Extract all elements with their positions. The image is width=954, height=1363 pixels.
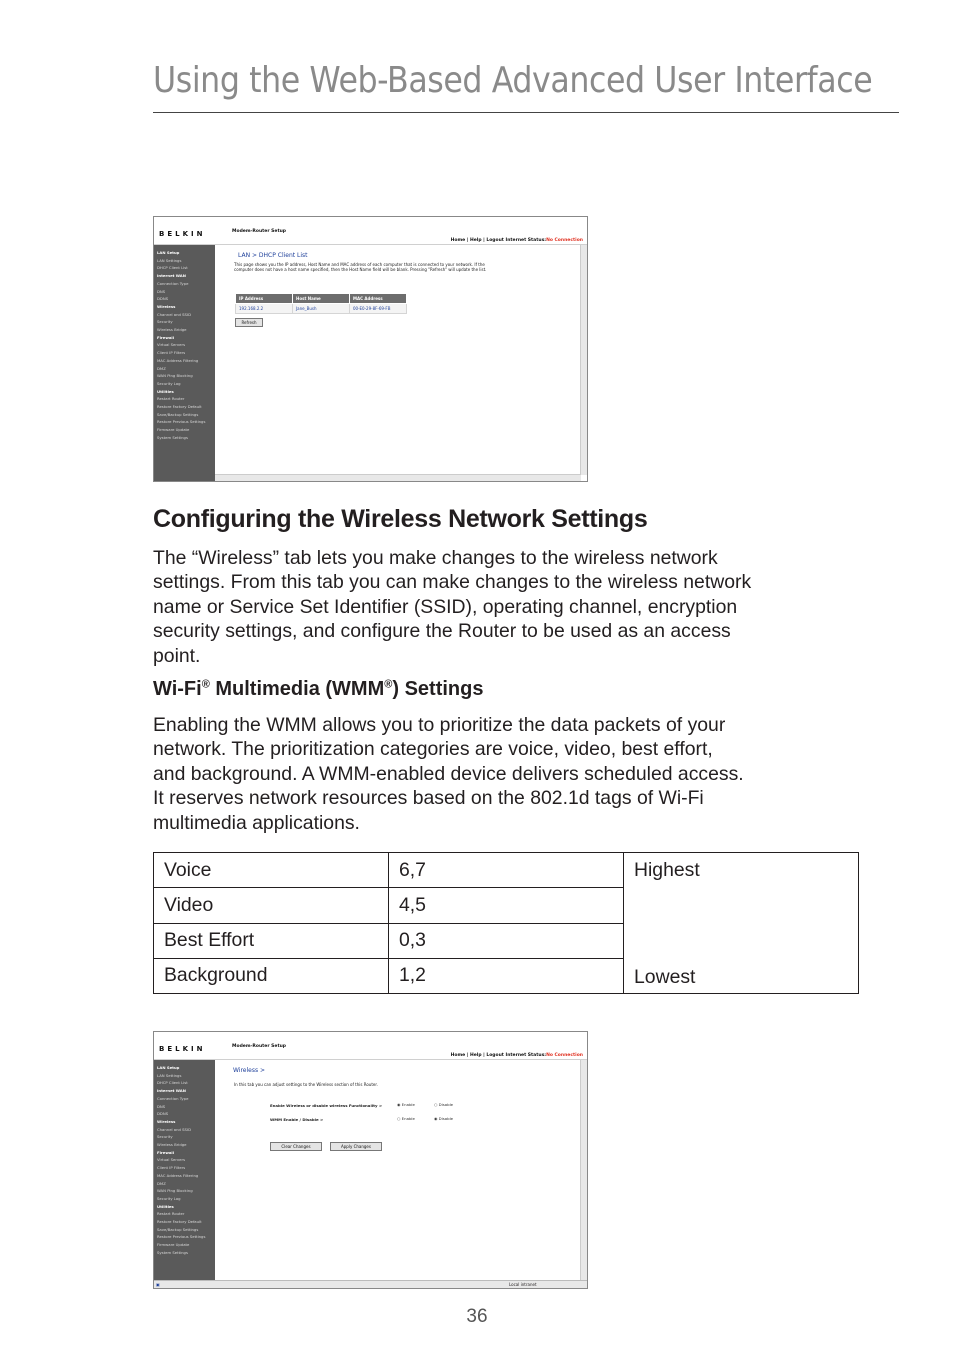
highest-label: Highest: [634, 859, 700, 881]
col-ip-address: IP Address: [236, 294, 293, 304]
wmm-enable-label: WMM Enable / Disable >: [270, 1117, 324, 1122]
col-mac-address: MAC Address: [350, 294, 407, 304]
sidebar-item[interactable]: Virtual Servers: [157, 342, 186, 348]
wireless-disable-radio[interactable]: ○ Disable: [434, 1102, 454, 1107]
sidebar-item[interactable]: DHCP Client List: [157, 265, 188, 271]
intro-paragraph: The “Wireless” tab lets you make changes to the wireless network settings. From this tab you can make changes to the wireless network name or Service Set Identifier (SSID), operating channel, encryption security settings, and configure the Router to be used as an access point.: [153, 547, 752, 667]
sidebar-item[interactable]: LAN Setup: [157, 1065, 180, 1070]
local-intranet-status: Local intranet: [509, 1282, 537, 1287]
sidebar-item[interactable]: Restore Factory Default: [157, 1219, 202, 1225]
top-links[interactable]: Home | Help | Logout Internet Status:No Connection: [450, 1053, 583, 1058]
sidebar-item[interactable]: Security: [157, 1134, 173, 1140]
sidebar-item[interactable]: WAN Ping Blocking: [157, 373, 193, 379]
sidebar-item[interactable]: Firewall: [157, 1149, 175, 1155]
cell-tags: 0,3: [389, 923, 624, 958]
title-rule: [153, 112, 899, 113]
apply-changes-button[interactable]: Apply Changes: [330, 1142, 382, 1151]
browser-status-bar: [154, 1280, 587, 1288]
model-name: Modem-Router Setup: [232, 1044, 287, 1049]
sidebar-item[interactable]: Restore Previous Settings: [157, 419, 206, 425]
screenshot-wireless: [153, 1031, 588, 1289]
sidebar-item[interactable]: Security Log: [157, 380, 181, 386]
sidebar-item[interactable]: DMZ: [157, 1180, 166, 1186]
wmm-paragraph: Enabling the WMM allows you to prioritize the data packets of your network. The prioritization categories are voice, video, best effort, and background. A WMM-enabled device delivers scheduled access. It reserves network resources based on the 802.1d tags of Wi-Fi multimedia applications.: [153, 714, 744, 834]
sidebar-item[interactable]: Virtual Servers: [157, 1157, 186, 1163]
sidebar-item[interactable]: Security: [157, 319, 173, 325]
router-description: In this tab you can adjust settings to the Wireless section of this Router.: [234, 1082, 378, 1087]
router-sidebar: [154, 245, 215, 481]
belkin-logo: BELKIN: [159, 1045, 206, 1053]
sidebar-item[interactable]: DDNS: [157, 1111, 169, 1117]
sidebar-item[interactable]: Channel and SSID: [157, 311, 192, 317]
sidebar-item[interactable]: Connection Type: [157, 1095, 189, 1101]
sidebar-item[interactable]: DHCP Client List: [157, 1080, 188, 1086]
sidebar-item[interactable]: Client IP Filters: [157, 350, 186, 356]
sidebar-item[interactable]: Restart Router: [157, 1211, 185, 1217]
lowest-label: Lowest: [634, 966, 696, 988]
wmm-enable-radio[interactable]: ○ Enable: [397, 1116, 415, 1121]
cell-priority-range: [624, 853, 859, 994]
vertical-scrollbar[interactable]: [580, 245, 587, 475]
cell-tags: 4,5: [389, 888, 624, 923]
sidebar-item[interactable]: LAN Settings: [157, 1072, 182, 1078]
sidebar-item[interactable]: LAN Setup: [157, 250, 180, 255]
sidebar-item[interactable]: MAC Address Filtering: [157, 357, 199, 363]
refresh-button[interactable]: Refresh: [235, 318, 263, 327]
sidebar-item[interactable]: Firmware Update: [157, 1242, 190, 1248]
sidebar-item[interactable]: Security Log: [157, 1195, 181, 1201]
model-name: Modem-Router Setup: [232, 229, 287, 234]
vertical-scrollbar[interactable]: [580, 1060, 587, 1280]
router-sidebar: [154, 1060, 215, 1280]
sidebar-item[interactable]: Internet WAN: [157, 273, 186, 279]
cell-host: Jane_Bush: [293, 304, 350, 314]
section-heading: Configuring the Wireless Network Settings: [153, 505, 648, 533]
sidebar-item[interactable]: Utilities: [157, 388, 174, 394]
sidebar-item[interactable]: LAN Settings: [157, 257, 182, 263]
router-page-title: Wireless >: [233, 1067, 266, 1074]
sidebar-item[interactable]: DMZ: [157, 365, 166, 371]
cell-tags: 6,7: [389, 853, 624, 888]
col-host-name: Host Name: [293, 294, 350, 304]
horizontal-scrollbar[interactable]: [215, 474, 581, 481]
dhcp-client-table: [235, 293, 407, 314]
top-links[interactable]: Home | Help | Logout Internet Status:No Connection: [450, 238, 583, 243]
connection-status: No Connection: [546, 238, 583, 243]
screenshot-dhcp-client-list: [153, 216, 588, 482]
sidebar-item[interactable]: Client IP Filters: [157, 1165, 186, 1171]
router-main: [215, 1060, 581, 1280]
belkin-logo: BELKIN: [159, 230, 206, 238]
sidebar-item[interactable]: Firewall: [157, 334, 175, 340]
page-number: 36: [466, 1306, 488, 1327]
cell-category: Background: [154, 958, 389, 993]
sidebar-item[interactable]: DNS: [157, 1103, 166, 1109]
router-header: [154, 1032, 587, 1060]
cell-category: Video: [154, 888, 389, 923]
wmm-priority-table: [153, 852, 859, 994]
wireless-enable-label: Enable Wireless or disable wireless Functionality >: [270, 1103, 383, 1108]
table-row: [154, 853, 859, 888]
sidebar-item[interactable]: DNS: [157, 288, 166, 294]
sidebar-item[interactable]: Wireless: [157, 1118, 176, 1124]
clear-changes-button[interactable]: Clear Changes: [270, 1142, 322, 1151]
wireless-enable-radio[interactable]: ◉ Enable: [397, 1102, 415, 1107]
ie-page-icon: ▣: [156, 1282, 160, 1287]
wmm-disable-radio[interactable]: ◉ Disable: [434, 1116, 454, 1121]
router-header: [154, 217, 587, 245]
sidebar-item[interactable]: System Settings: [157, 1249, 188, 1255]
sidebar-item[interactable]: MAC Address Filtering: [157, 1172, 199, 1178]
cell-category: Voice: [154, 853, 389, 888]
sidebar-item[interactable]: System Settings: [157, 434, 188, 440]
cell-mac: 00-E0-29-8F-69-FB: [350, 304, 407, 314]
sidebar-item[interactable]: Save/Backup Settings: [157, 411, 199, 417]
connection-status: No Connection: [546, 1053, 583, 1058]
sidebar-item[interactable]: Firmware Update: [157, 427, 190, 433]
sidebar-item[interactable]: Restore Previous Settings: [157, 1234, 206, 1240]
router-main: [215, 245, 581, 475]
sidebar-item[interactable]: Wireless Bridge: [157, 1142, 187, 1148]
cell-category: Best Effort: [154, 923, 389, 958]
sidebar-item[interactable]: Save/Backup Settings: [157, 1226, 199, 1232]
cell-ip: 192.168.2.2: [236, 304, 293, 314]
router-page-title: LAN > DHCP Client List: [238, 252, 308, 259]
sidebar-item[interactable]: Wireless: [157, 303, 176, 309]
sidebar-item[interactable]: Restore Factory Default: [157, 404, 202, 410]
sidebar-item[interactable]: Internet WAN: [157, 1088, 186, 1094]
cell-tags: 1,2: [389, 958, 624, 993]
sidebar-item[interactable]: WAN Ping Blocking: [157, 1188, 193, 1194]
wmm-heading: Wi-Fi® Multimedia (WMM®) Settings: [153, 678, 484, 700]
sidebar-item[interactable]: Channel and SSID: [157, 1126, 192, 1132]
router-description: This page shows you the IP address, Host Name and MAC address of each computer that is connected to your network. If the computer does not have a host name specified, then the Host Name field will be blank. Pressing "Refresh" will update the list.: [234, 262, 487, 272]
page-title: Using the Web-Based Advanced User Interface: [153, 60, 873, 101]
table-row: [236, 304, 407, 314]
sidebar-item[interactable]: Wireless Bridge: [157, 327, 187, 333]
sidebar-item[interactable]: Restart Router: [157, 396, 185, 402]
sidebar-item[interactable]: Utilities: [157, 1203, 174, 1209]
sidebar-item[interactable]: DDNS: [157, 296, 169, 302]
sidebar-item[interactable]: Connection Type: [157, 280, 189, 286]
